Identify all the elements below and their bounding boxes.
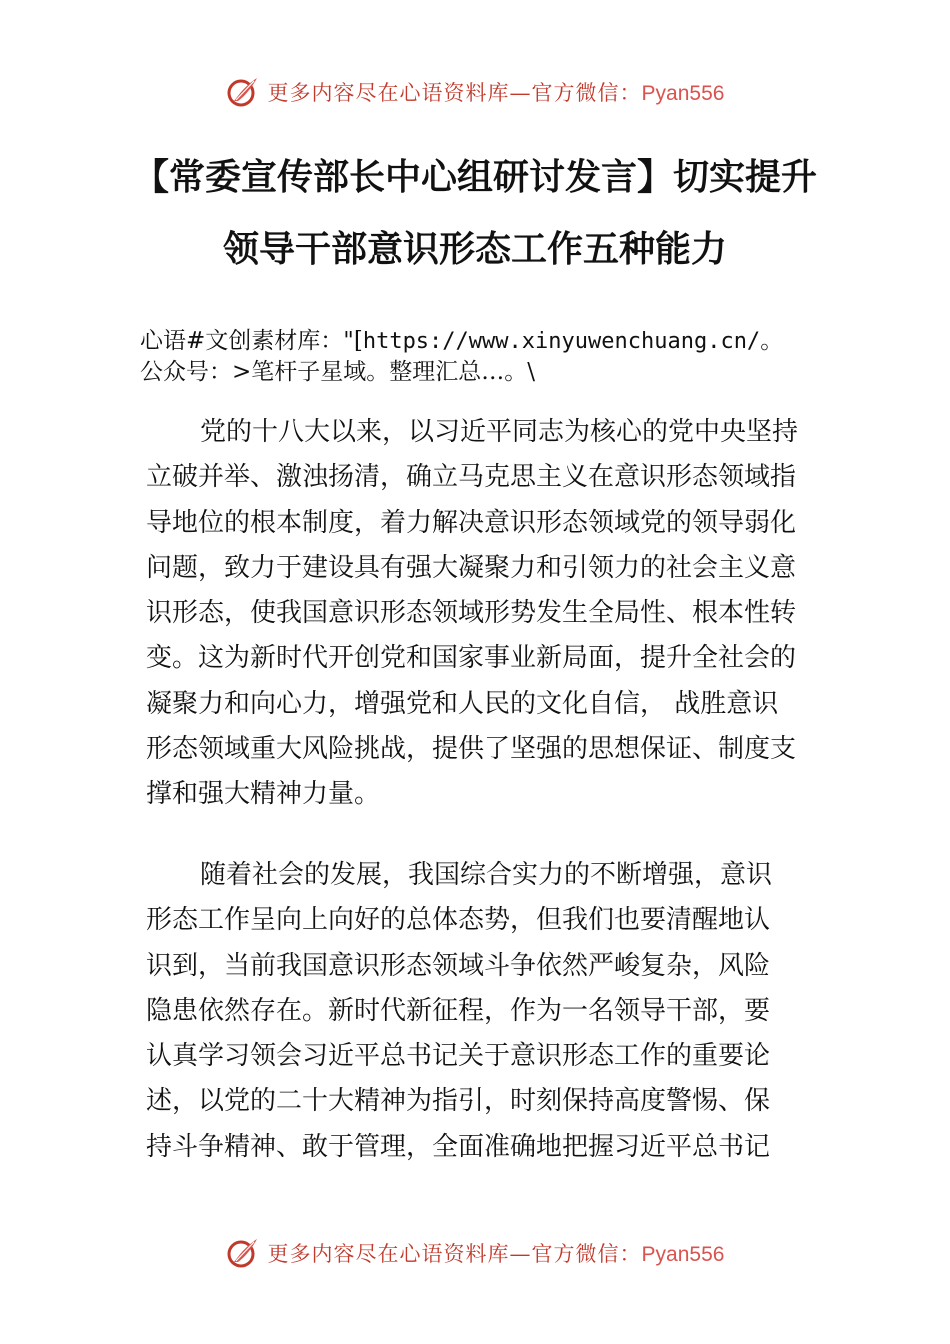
paragraph-line: 随着社会的发展，我国综合实力的不断增强，意识 bbox=[200, 860, 773, 890]
paragraph-line: 形态领域重大风险挑战，提供了坚强的思想保证、制度支 bbox=[146, 734, 797, 765]
paragraph-line: 持斗争精神、敢于管理，全面准确地把握习近平总书记 bbox=[146, 1131, 771, 1162]
source-note bbox=[140, 326, 840, 388]
wechat-id: Pyan556 bbox=[641, 1243, 725, 1266]
paragraph-line: 隐患依然存在。新时代新征程，作为一名领导干部，要 bbox=[146, 995, 771, 1026]
document-title-line-2: 领导干部意识形态工作五种能力 bbox=[222, 229, 727, 270]
wechat-id: Pyan556 bbox=[641, 82, 725, 105]
source-note-line-2: 公众号：>笔杆子星域。整理汇总…。\ bbox=[140, 359, 536, 385]
banner-text: 更多内容尽在心语资料库—官方微信：Pyan556 bbox=[267, 1242, 725, 1266]
header-banner bbox=[0, 72, 950, 112]
paragraph-line: 立破并举、激浊扬清，确立马克思主义在意识形态领域指 bbox=[146, 462, 797, 493]
paragraph-line: 形态工作呈向上向好的总体态势，但我们也要清醒地认 bbox=[146, 905, 771, 936]
document-title-line-1: 【常委宣传部长中心组研讨发言】切实提升 bbox=[132, 157, 817, 198]
paragraph-line: 识到，当前我国意识形态领域斗争依然严峻复杂，风险 bbox=[146, 950, 771, 981]
feather-quill-logo-icon bbox=[226, 75, 260, 109]
paragraph-line: 述，以党的二十大精神为指引，时刻保持高度警惕、保 bbox=[146, 1086, 771, 1117]
paragraph-line: 认真学习领会习近平总书记关于意识形态工作的重要论 bbox=[146, 1041, 771, 1072]
paragraph-line: 导地位的根本制度，着力解决意识形态领域党的领导弱化 bbox=[146, 507, 797, 538]
source-url: https://www.xinyuwenchuang.cn/ bbox=[362, 329, 761, 354]
banner-text: 更多内容尽在心语资料库—官方微信：Pyan556 bbox=[267, 81, 725, 105]
paragraph-2 bbox=[146, 853, 836, 1170]
paragraph-line: 凝聚力和向心力，增强党和人民的文化自信， 战胜意识 bbox=[146, 688, 779, 719]
feather-quill-logo-icon bbox=[226, 1236, 260, 1270]
paragraph-line: 问题，致力于建设具有强大凝聚力和引领力的社会主义意 bbox=[146, 552, 797, 583]
paragraph-1 bbox=[146, 410, 836, 818]
paragraph-line: 党的十八大以来，以习近平同志为核心的党中央坚持 bbox=[200, 417, 799, 447]
paragraph-line: 变。这为新时代开创党和国家事业新局面，提升全社会的 bbox=[146, 643, 797, 674]
paragraph-line: 撑和强大精神力量。 bbox=[146, 779, 381, 810]
paragraph-line: 识形态，使我国意识形态领域形势发生全局性、根本性转 bbox=[146, 598, 797, 629]
footer-banner bbox=[0, 1233, 950, 1273]
source-note-line-1: 心语#文创素材库："[https://www.xinyuwenchuang.cn/。 bbox=[140, 328, 784, 354]
